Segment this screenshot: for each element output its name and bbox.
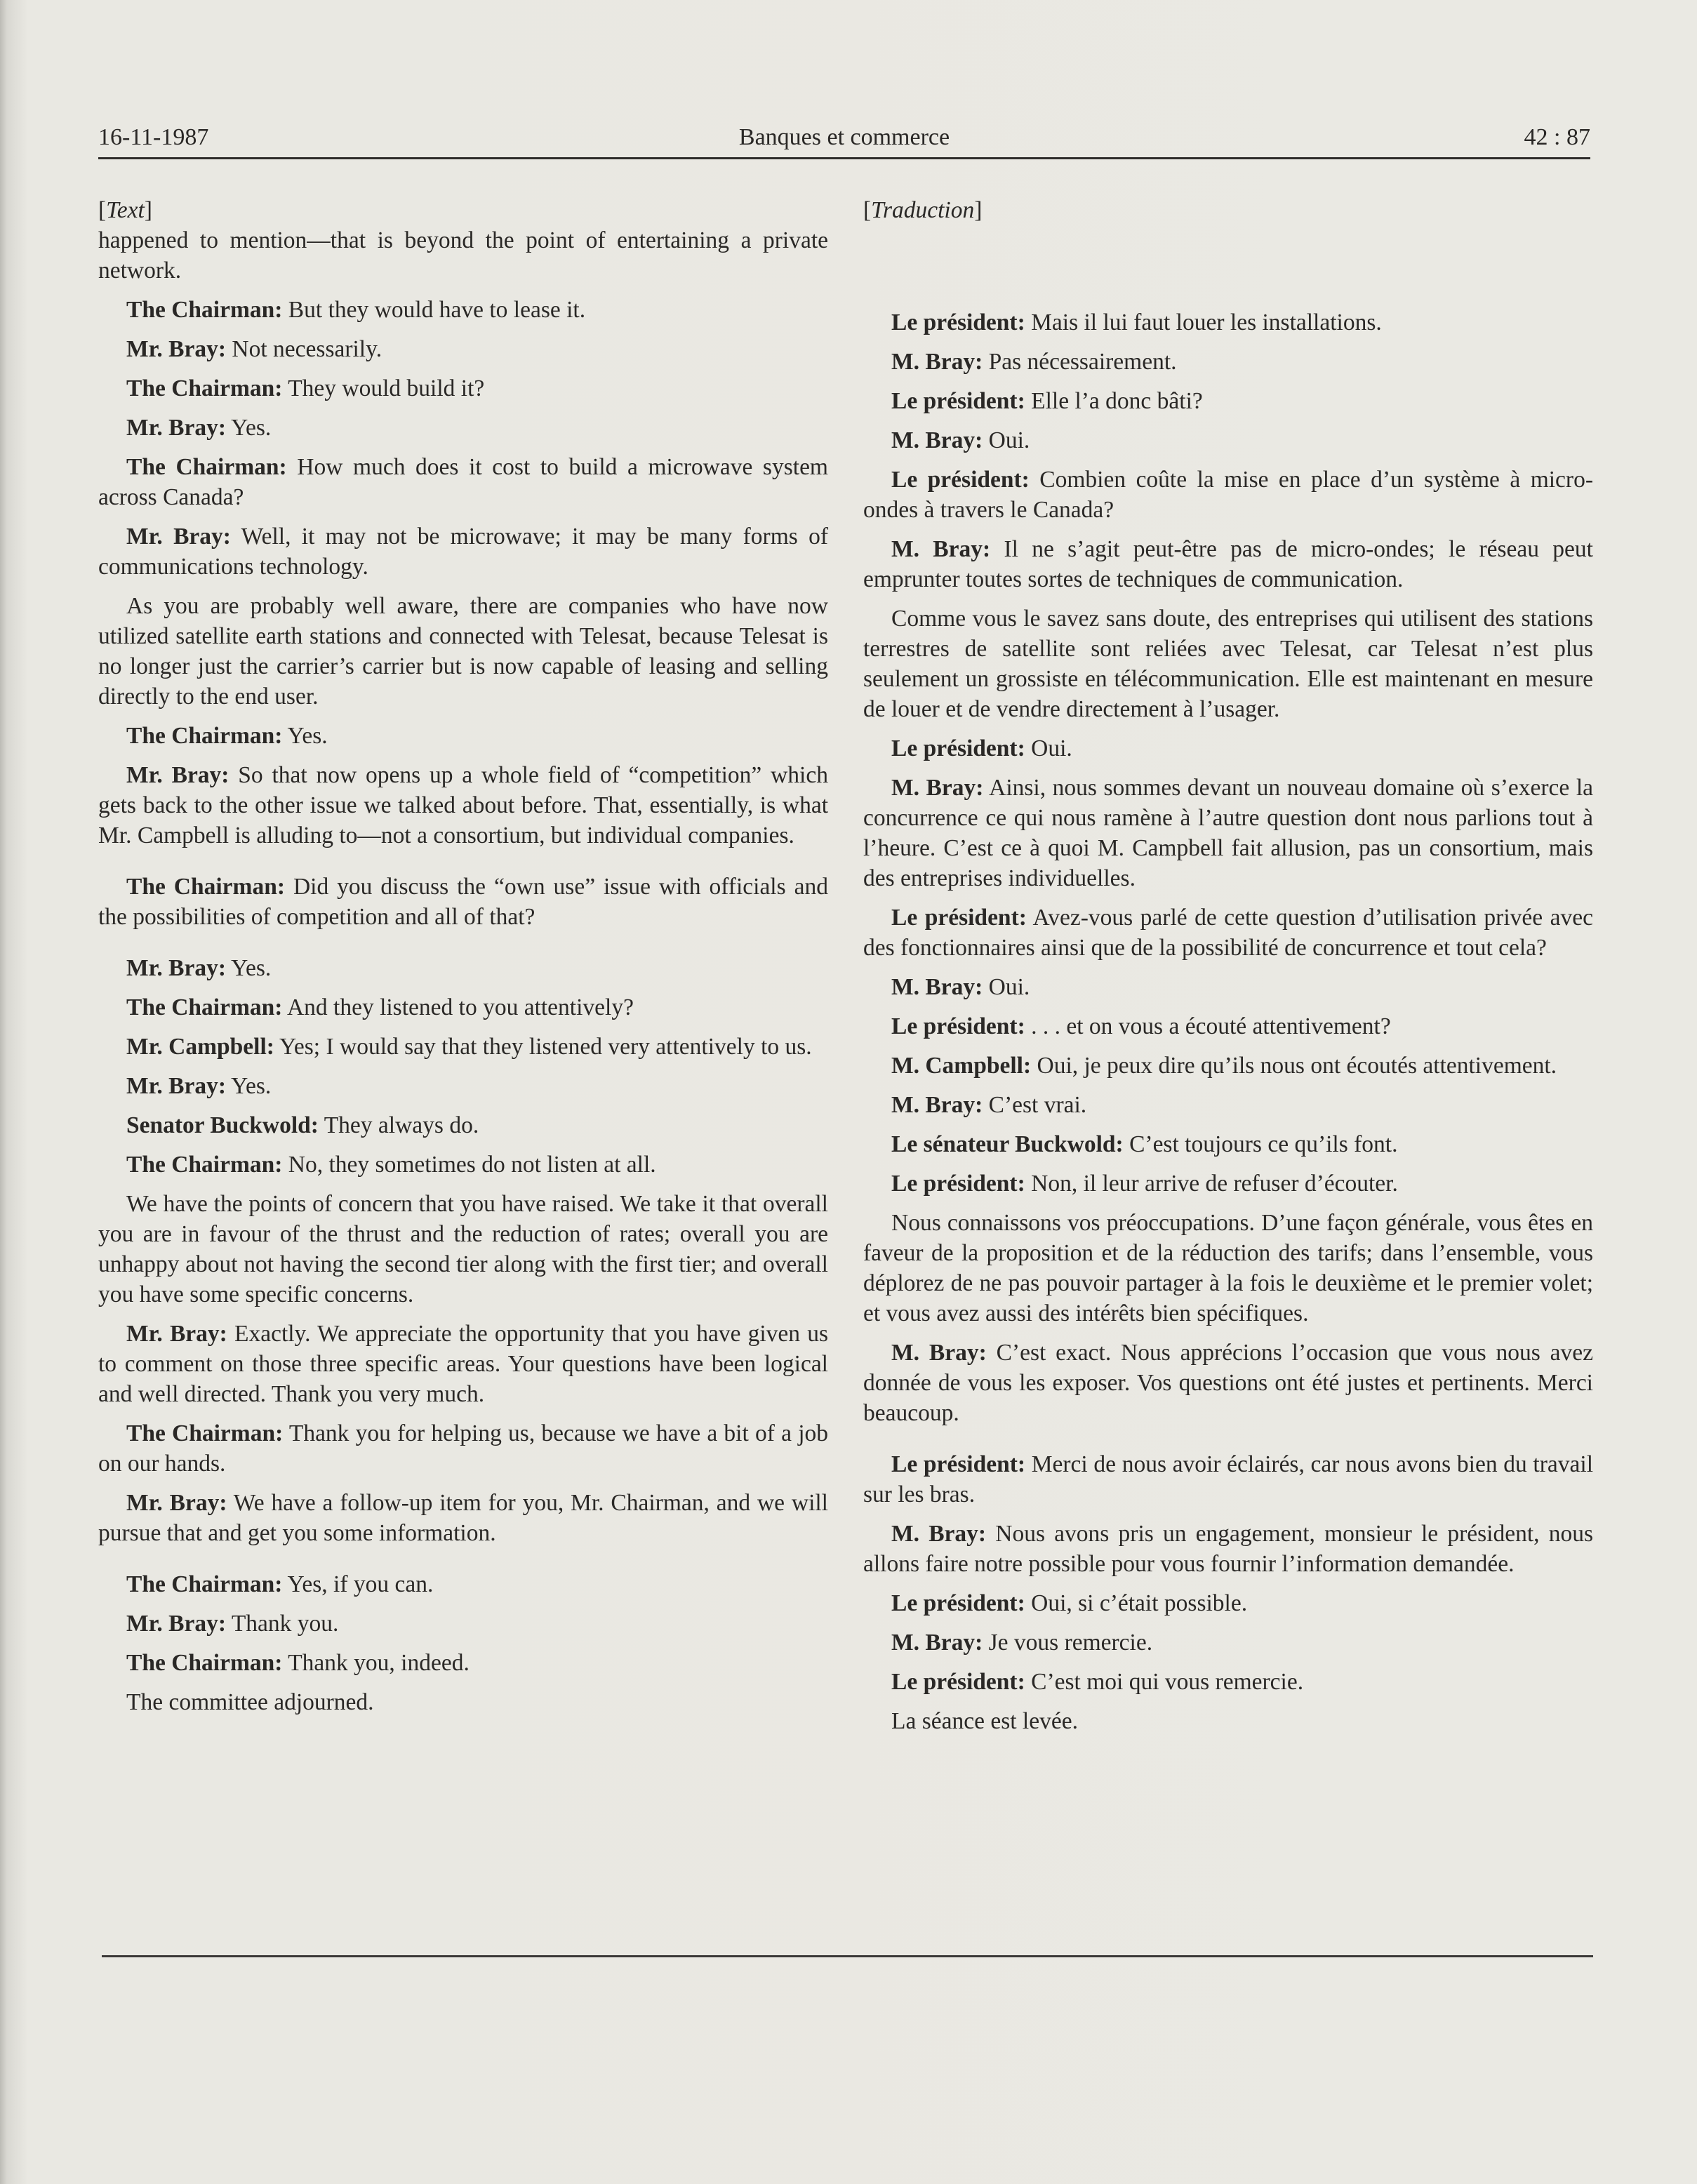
speech-text: They would build it? [282, 375, 485, 401]
transcript-paragraph [98, 1189, 828, 1310]
header-date: 16-11-1987 [98, 124, 209, 150]
speech-text: Oui, si c’était possible. [1025, 1590, 1248, 1616]
transcript-paragraph [863, 534, 1593, 594]
transcript-paragraph [863, 773, 1593, 893]
transcript-paragraph [98, 721, 828, 751]
speech-text: Yes. [226, 415, 272, 441]
french-column [863, 195, 1593, 1745]
speaker-name: Mr. Bray: [126, 762, 229, 788]
speaker-name: Mr. Bray: [126, 336, 227, 362]
speech-text: We have a follow-up item for you, Mr. Chairman, and we will pursue that and get you some information. [98, 1490, 828, 1546]
speech-text: Elle l’a donc bâti? [1025, 388, 1203, 414]
transcript-paragraph [98, 1687, 828, 1717]
speaker-name: Mr. Bray: [126, 955, 227, 981]
transcript-paragraph [98, 760, 828, 851]
speech-text: Exactly. We appreciate the opportunity that you have given us to comment on those three specific areas. Your questions have been logical and well directed. Thank you very much. [98, 1321, 828, 1407]
transcript-paragraph [863, 1011, 1593, 1041]
transcript-paragraph [863, 386, 1593, 416]
speech-text: Yes. [226, 955, 272, 981]
speaker-name: Le président: [891, 388, 1025, 414]
speech-text: So that now opens up a whole field of “competition” which gets back to the other issue we talked about before. That, essentially, is what Mr. Campbell is alluding to—not a consortium, but individual companies. [98, 762, 828, 848]
speaker-name: Mr. Bray: [126, 415, 227, 441]
transcript-paragraph [863, 1519, 1593, 1579]
speech-text: Comme vous le savez sans doute, des entreprises qui utilisent des stations terrestres de satellite sont reliées avec Telesat, car Telesat n’est plus seulement un grossiste en télécommunication. Elle est maintenant en mesure de louer et de vendre directement à l’usager. [863, 606, 1593, 722]
speech-text: C’est toujours ce qu’ils font. [1123, 1131, 1398, 1157]
speaker-name: Mr. Bray: [126, 1611, 227, 1637]
speech-text: But they would have to lease it. [282, 297, 586, 323]
transcript-paragraph [863, 1090, 1593, 1120]
speaker-name: Mr. Bray: [126, 1073, 227, 1099]
column-tag: [Text] [98, 197, 152, 223]
speech-text: Thank you, indeed. [282, 1650, 470, 1676]
speech-text: Il ne s’agit peut-être pas de micro-ondes; le réseau peut emprunter toutes sortes de techniques de communication. [863, 536, 1593, 592]
speech-text: Well, it may not be microwave; it may be many forms of communications technology. [98, 524, 828, 580]
speaker-name: The Chairman: [126, 454, 287, 480]
speech-text: Did you discuss the “own use” issue with officials and the possibilities of competition and all of that? [98, 874, 828, 930]
transcript-paragraph [98, 1150, 828, 1180]
speaker-name: The Chairman: [126, 1420, 284, 1446]
speaker-name: The Chairman: [126, 297, 283, 323]
speaker-name: The Chairman: [126, 723, 283, 749]
speech-text: No, they sometimes do not listen at all. [282, 1152, 656, 1178]
speech-text: La séance est levée. [891, 1708, 1078, 1734]
transcript-paragraph [98, 1319, 828, 1409]
speaker-name: Le président: [891, 1669, 1025, 1695]
speaker-name: The Chairman: [126, 1571, 283, 1597]
transcript-paragraph [98, 953, 828, 983]
speaker-name: Senator Buckwold: [126, 1112, 319, 1138]
transcript-paragraph [863, 1208, 1593, 1329]
speech-text: We have the points of concern that you have raised. We take it that overall you are in favour of the thrust and the reduction of rates; overall you are unhappy about not having the second tier along with the first tier; and overall you have some specific concerns. [98, 1191, 828, 1307]
speaker-name: M. Bray: [891, 1340, 987, 1366]
speaker-name: M. Bray: [891, 536, 991, 562]
speech-text: Oui. [1025, 735, 1072, 761]
speech-text: They always do. [318, 1112, 479, 1138]
speech-text: Thank you for helping us, because we have a bit of a job on our hands. [98, 1420, 828, 1477]
speaker-name: Mr. Bray: [126, 1321, 227, 1347]
speech-text: The committee adjourned. [126, 1689, 374, 1715]
speech-text: happened to mention—that is beyond the point of entertaining a private network. [98, 227, 828, 284]
speaker-name: The Chairman: [126, 375, 283, 401]
speaker-name: Mr. Campbell: [126, 1034, 274, 1060]
transcript-paragraph [863, 1168, 1593, 1199]
speaker-name: M. Campbell: [891, 1053, 1032, 1079]
french-transcript [863, 307, 1593, 1736]
column-tag-text: Text [106, 197, 145, 223]
speech-text: Yes. [226, 1073, 272, 1099]
transcript-paragraph [863, 972, 1593, 1002]
speaker-name: Le président: [891, 1590, 1025, 1616]
speaker-name: Mr. Bray: [126, 524, 231, 550]
transcript-paragraph [98, 1110, 828, 1140]
speaker-name: Mr. Bray: [126, 1490, 227, 1516]
transcript-paragraph [98, 225, 828, 286]
speech-text: As you are probably well aware, there are companies who have now utilized satellite earth stations and connected with Telesat, because Telesat is no longer just the carrier’s carrier but is now capable of leasing and selling directly to the end user. [98, 593, 828, 710]
speaker-name: Le président: [891, 1451, 1026, 1477]
transcript-paragraph [863, 307, 1593, 338]
header-rule [98, 157, 1590, 159]
transcript-paragraph [98, 521, 828, 582]
transcript-paragraph [98, 1071, 828, 1101]
transcript-paragraph [863, 733, 1593, 764]
speech-text: Merci de nous avoir éclairés, car nous avons bien du travail sur les bras. [863, 1451, 1594, 1507]
transcript-paragraph [863, 1338, 1593, 1428]
speaker-name: M. Bray: [891, 775, 984, 801]
speech-text: Pas nécessairement. [983, 349, 1177, 375]
speaker-name: The Chairman: [126, 1152, 283, 1178]
speaker-name: Le président: [891, 309, 1025, 335]
transcript-paragraph [863, 425, 1593, 455]
transcript-paragraph [98, 413, 828, 443]
header-title: Banques et commerce [738, 124, 950, 150]
transcript-paragraph [863, 465, 1593, 525]
transcript-paragraph [863, 1588, 1593, 1618]
speaker-name: M. Bray: [891, 1092, 983, 1118]
transcript-paragraph [98, 1032, 828, 1062]
speaker-name: Le président: [891, 905, 1027, 931]
transcript-paragraph [863, 1667, 1593, 1697]
transcript-paragraph [98, 334, 828, 364]
speaker-name: Le président: [891, 735, 1025, 761]
speech-text: Yes, if you can. [282, 1571, 434, 1597]
transcript-paragraph [98, 992, 828, 1023]
transcript-paragraph [98, 1569, 828, 1599]
speaker-name: M. Bray: [891, 349, 983, 375]
speech-text: Yes; I would say that they listened very attentively to us. [274, 1034, 812, 1060]
transcript-paragraph [863, 1051, 1593, 1081]
speaker-name: The Chairman: [126, 874, 285, 900]
speaker-name: M. Bray: [891, 1521, 987, 1547]
transcript-paragraph [98, 1488, 828, 1548]
speaker-name: Le président: [891, 467, 1030, 493]
transcript-paragraph [863, 604, 1593, 724]
speech-text: Je vous remercie. [983, 1630, 1153, 1656]
speech-text: C’est exact. Nous apprécions l’occasion que vous nous avez donnée de vous les exposer. Vos questions ont été justes et pertinents. Merci beaucoup. [863, 1340, 1593, 1426]
running-header [98, 118, 1590, 157]
english-transcript [98, 225, 828, 1717]
speaker-name: Le président: [891, 1171, 1025, 1197]
transcript-paragraph [98, 295, 828, 325]
transcript-paragraph [863, 903, 1593, 963]
speaker-name: M. Bray: [891, 974, 983, 1000]
transcript-paragraph [863, 347, 1593, 377]
speech-text: How much does it cost to build a microwave system across Canada? [98, 454, 828, 510]
transcript-paragraph [98, 1418, 828, 1479]
speech-text: Oui, je peux dire qu’ils nous ont écoutés attentivement. [1031, 1053, 1557, 1079]
speech-text: Avez-vous parlé de cette question d’utilisation privée avec des fonctionnaires ainsi que de la possibilité de concurrence et tout cela? [863, 905, 1593, 961]
speech-text: . . . et on vous a écouté attentivement? [1025, 1013, 1391, 1039]
speech-text: Not necessarily. [226, 336, 382, 362]
transcript-paragraph [98, 1609, 828, 1639]
speech-text: C’est moi qui vous remercie. [1025, 1669, 1304, 1695]
speech-text: Ainsi, nous sommes devant un nouveau domaine où s’exerce la concurrence ce qui nous ramène à l’autre question dont nous parlions tout à l’heure. C’est ce à quoi M. Campbell fait allusion, pas un consortium, mais des entreprises individuelles. [863, 775, 1593, 891]
footer-rule [102, 1955, 1593, 1957]
speech-text: Oui. [983, 427, 1030, 453]
column-tag-text: Traduction [871, 197, 975, 223]
english-column [98, 195, 828, 1726]
speech-text: Nous connaissons vos préoccupations. D’une façon générale, vous êtes en faveur de la proposition et de la réduction des tarifs; dans l’ensemble, vous déplorez de ne pas pouvoir partager à la fois le deuxième et le premier volet; et vous avez aussi des intérêts bien spécifiques. [863, 1210, 1593, 1326]
speaker-name: The Chairman: [126, 994, 283, 1020]
speaker-name: Le président: [891, 1013, 1025, 1039]
speech-text: Yes. [282, 723, 328, 749]
speech-text: Nous avons pris un engagement, monsieur le président, nous allons faire notre possible pour vous fournir l’information demandée. [863, 1521, 1593, 1577]
speaker-name: M. Bray: [891, 1630, 983, 1656]
speech-text: Combien coûte la mise en place d’un système à micro-ondes à travers le Canada? [863, 467, 1593, 523]
column-tag: [Traduction] [863, 197, 983, 223]
transcript-paragraph [863, 1129, 1593, 1159]
speaker-name: The Chairman: [126, 1650, 283, 1676]
speaker-name: M. Bray: [891, 427, 983, 453]
speech-text: C’est vrai. [983, 1092, 1087, 1118]
transcript-paragraph [98, 452, 828, 512]
transcript-paragraph [98, 1648, 828, 1678]
transcript-paragraph [863, 1627, 1593, 1658]
header-page-number: 42 : 87 [1524, 124, 1590, 150]
speech-text: And they listened to you attentively? [282, 994, 634, 1020]
speech-text: Non, il leur arrive de refuser d’écouter. [1025, 1171, 1398, 1197]
speech-text: Oui. [983, 974, 1030, 1000]
speaker-name: Le sénateur Buckwold: [891, 1131, 1124, 1157]
speech-text: Mais il lui faut louer les installations. [1025, 309, 1382, 335]
transcript-paragraph [98, 591, 828, 712]
transcript-paragraph [863, 1449, 1593, 1510]
transcript-paragraph [98, 872, 828, 932]
speech-text: Thank you. [226, 1611, 339, 1637]
transcript-paragraph [863, 1706, 1593, 1736]
transcript-paragraph [98, 373, 828, 404]
